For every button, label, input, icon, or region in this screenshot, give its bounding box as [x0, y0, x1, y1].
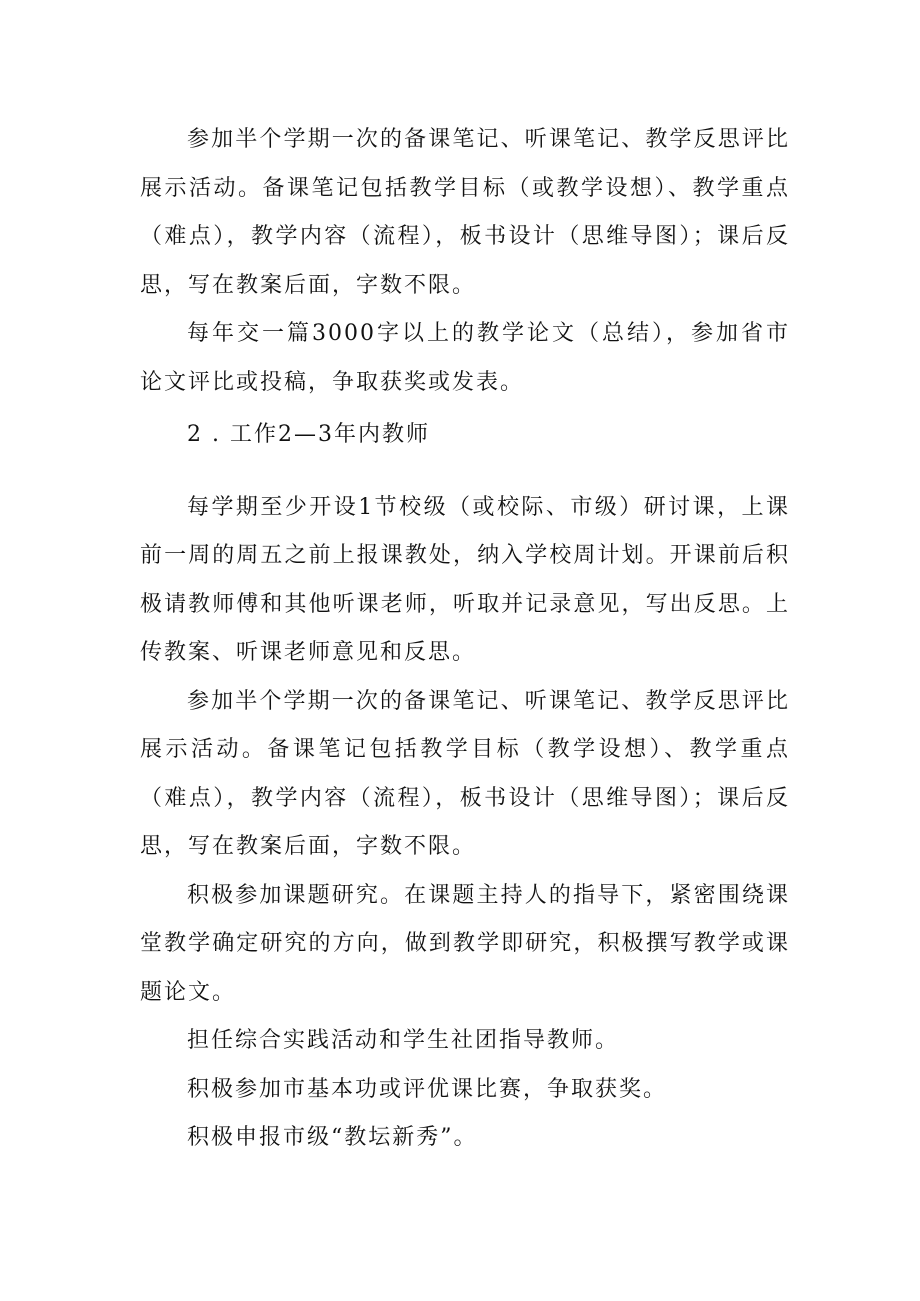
paragraph-research-project: 积极参加课题研究。在课题主持人的指导下，紧密围绕课堂教学确定研究的方向，做到教学即研究，积极撰写教学或课题论文。 [140, 882, 790, 1005]
document-body [140, 116, 790, 1163]
paragraph-lesson-notes-1: 参加半个学期一次的备课笔记、听课笔记、教学反思评比展示活动。备课笔记包括教学目标（或教学设想）、教学重点（难点），教学内容（流程），板书设计（思维导图）；课后反思，写在教案后面，字数不限。 [140, 127, 790, 298]
paragraph-lesson-notes-2: 参加半个学期一次的备课笔记、听课笔记、教学反思评比展示活动。备课笔记包括教学目标（教学设想）、教学重点（难点），教学内容（流程），板书设计（思维导图）；课后反思，写在教案后面，字数不限。 [140, 688, 790, 859]
paragraph-competition: 积极参加市基本功或评优课比赛，争取获奖。 [187, 1076, 668, 1102]
section-heading-2-3-years: 2 . 工作2—3年内教师 [187, 422, 430, 447]
paragraph-research-lesson: 每学期至少开设1节校级（或校际、市级）研讨课，上课前一周的周五之前上报课教处，纳入学校周计划。开课前后积极请教师傅和其他听课老师，听取并记录意见，写出反思。上传教案、听课老师意见和反思。 [140, 494, 790, 665]
paragraph-new-star-application: 积极申报市级“教坛新秀”。 [187, 1125, 478, 1150]
paragraph-club-instructor: 担任综合实践活动和学生社团指导教师。 [187, 1028, 620, 1053]
paragraph-annual-paper: 每年交一篇3000字以上的教学论文（总结），参加省市论文评比或投稿，争取获奖或发表。 [140, 321, 790, 395]
